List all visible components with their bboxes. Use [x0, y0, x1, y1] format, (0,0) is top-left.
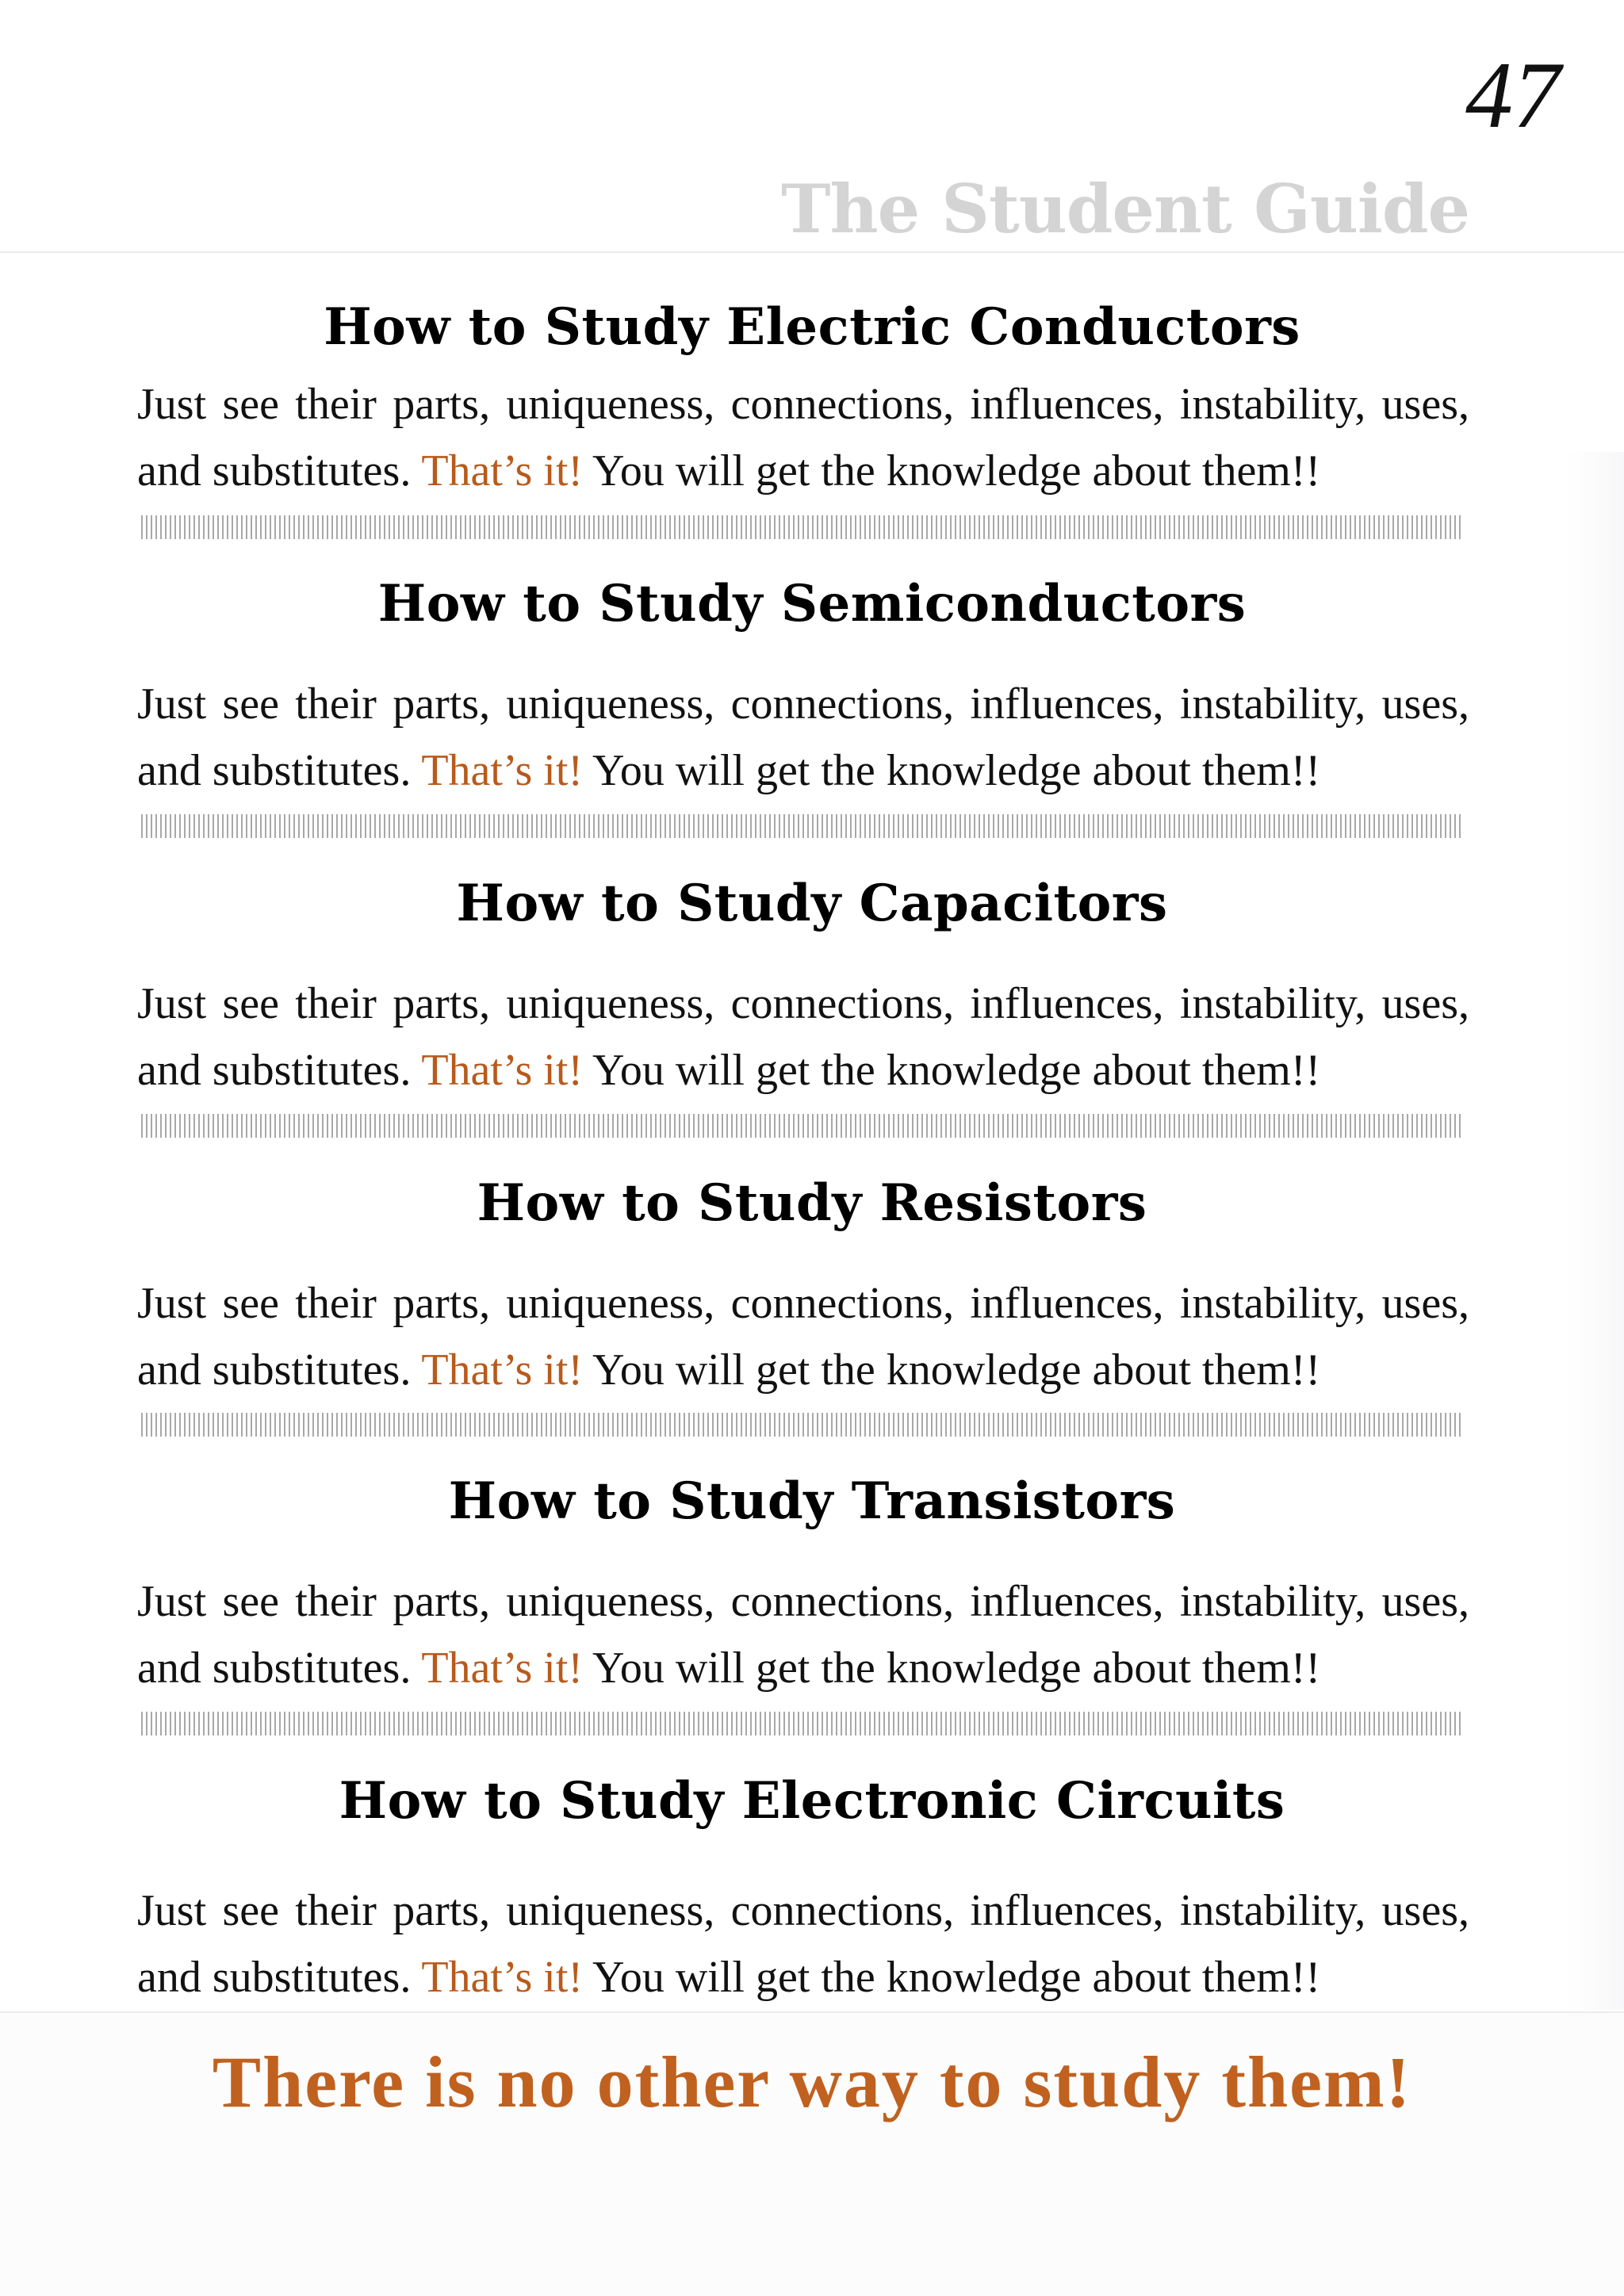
page-number: 47 — [1465, 42, 1561, 147]
section-title: How to Study Electronic Circuits — [339, 1771, 1285, 1831]
body-highlight: That’s it! — [421, 1345, 584, 1395]
body-lead: Just see their parts, uniqueness, connections, influences, instability, uses, and substitutes. — [137, 1279, 1469, 1395]
body-lead: Just see their parts, uniqueness, connections, influences, instability, uses, and substitutes. — [137, 679, 1469, 795]
section-title: How to Study Semiconductors — [377, 574, 1247, 633]
body-highlight: That’s it! — [421, 1953, 584, 2002]
running-header: The Student Guide — [781, 170, 1469, 248]
section-body — [137, 1270, 1469, 1403]
section-body — [137, 1877, 1469, 2011]
section-body — [137, 371, 1469, 504]
body-tail: You will get the knowledge about them!! — [583, 1644, 1321, 1693]
section-body — [137, 671, 1469, 804]
body-highlight: That’s it! — [421, 446, 584, 496]
body-tail: You will get the knowledge about them!! — [583, 1046, 1321, 1095]
section-title: How to Study Capacitors — [456, 874, 1168, 933]
body-highlight: That’s it! — [421, 1046, 584, 1095]
section-divider — [141, 814, 1464, 838]
body-lead: Just see their parts, uniqueness, connections, influences, instability, uses, and substitutes. — [137, 1577, 1469, 1693]
closing-statement: There is no other way to study them! — [212, 2042, 1412, 2122]
section-divider — [141, 1413, 1464, 1437]
section-divider — [141, 1114, 1464, 1138]
section-body — [137, 970, 1469, 1104]
section-body — [137, 1568, 1469, 1701]
section-title: How to Study Electric Conductors — [324, 297, 1300, 357]
body-tail: You will get the knowledge about them!! — [583, 1345, 1321, 1395]
body-lead: Just see their parts, uniqueness, connections, influences, instability, uses, and substitutes. — [137, 380, 1469, 496]
section-divider — [141, 1712, 1464, 1735]
section-title: How to Study Transistors — [448, 1471, 1176, 1531]
body-lead: Just see their parts, uniqueness, connections, influences, instability, uses, and substitutes. — [137, 979, 1469, 1095]
body-highlight: That’s it! — [421, 746, 584, 795]
section-divider — [141, 515, 1464, 539]
body-highlight: That’s it! — [421, 1644, 584, 1693]
section-title: How to Study Resistors — [477, 1173, 1147, 1233]
header-rule — [0, 251, 1624, 253]
body-tail: You will get the knowledge about them!! — [583, 746, 1321, 795]
body-lead: Just see their parts, uniqueness, connections, influences, instability, uses, and substitutes. — [137, 1886, 1469, 2002]
body-tail: You will get the knowledge about them!! — [583, 1953, 1321, 2002]
body-tail: You will get the knowledge about them!! — [583, 446, 1321, 496]
